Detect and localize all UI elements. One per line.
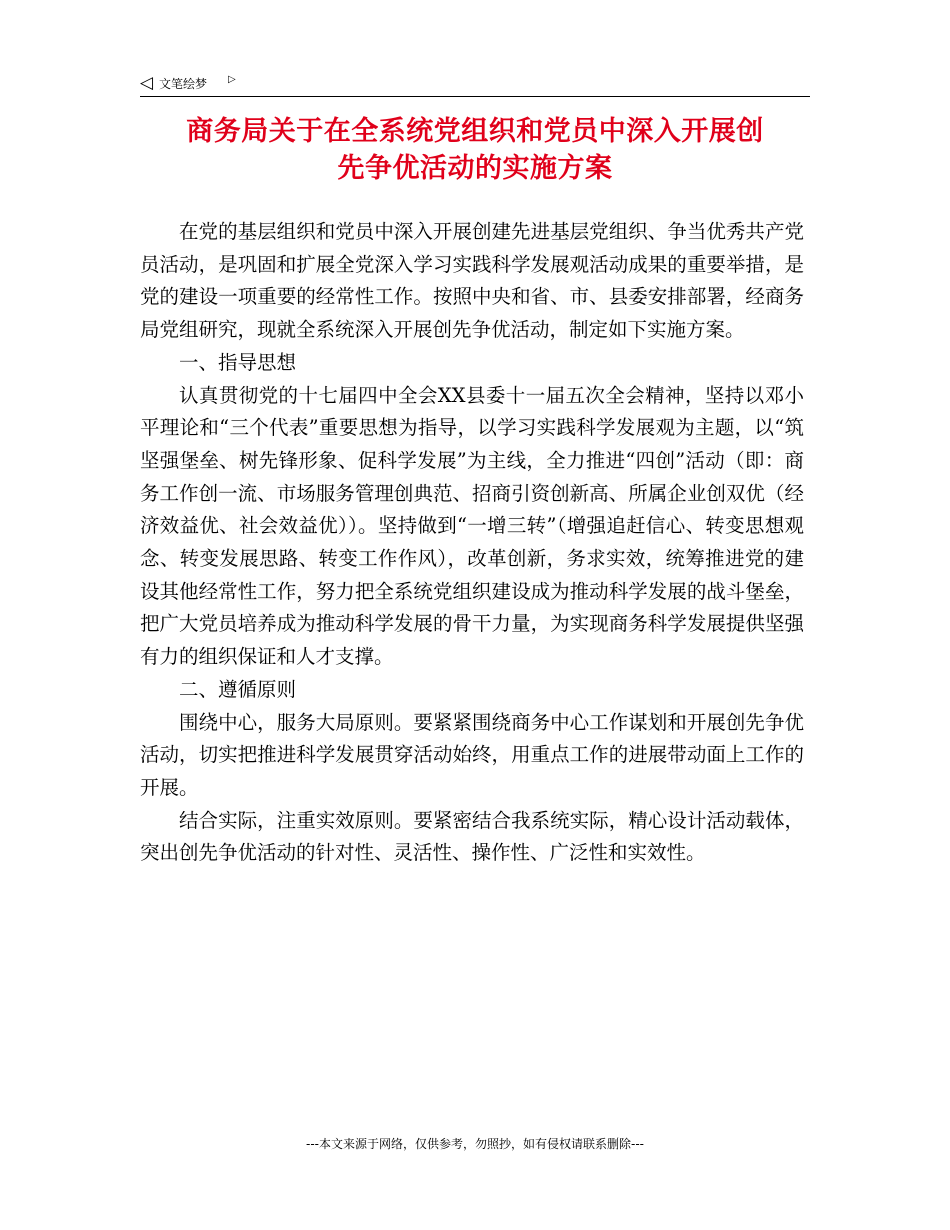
paragraph-intro: 在党的基层组织和党员中深入开展创建先进基层党组织、争当优秀共产党员活动，是巩固和扩展全党深入学习实践科学发展观活动成果的重要举措，是党的建设一项重要的经常性工作。按照中央和省、市、县委安排部署，经商务局党组研究，现就全系统深入开展创先争优活动，制定如下实施方案。 [140,220,804,342]
section-heading-guiding-thought: 一、指导思想 [179,350,297,374]
document-body [140,216,804,870]
page-footer: ---本文来源于网络，仅供参考，勿照抄，如有侵权请联系删除--- [306,1137,644,1151]
section-heading-principles: 二、遵循原则 [179,677,297,701]
triangle-left-icon: ◁ [140,73,154,93]
paragraph-guiding-thought: 认真贯彻党的十七届四中全会XX县委十一届五次全会精神，坚持以邓小平理论和“三个代表”重要思想为指导，以学习实践科学发展观为主题，以“筑坚强堡垒、树先锋形象、促科学发展”为主线，全力推进“四创”活动（即：商务工作创一流、市场服务管理创典范、招商引资创新高、所属企业创双优（经济效益优、社会效益优））。坚持做到“一增三转”（增强追赶信心、转变思想观念、转变发展思路、转变工作作风），改革创新，务求实效，统筹推进党的建设其他经常性工作，努力把全系统党组织建设成为推动科学发展的战斗堡垒，把广大党员培养成为推动科学发展的骨干力量，为实现商务科学发展提供坚强有力的组织保证和人才支撑。 [140,383,804,669]
header-brand: 文笔绘梦 [159,77,208,91]
paragraph-principle-1: 围绕中心，服务大局原则。要紧紧围绕商务中心工作谋划和开展创先争优活动，切实把推进科学发展贯穿活动始终，用重点工作的进展带动面上工作的开展。 [140,710,804,799]
title-line-2: 先争优活动的实施方案 [337,153,613,184]
title-line-1: 商务局关于在全系统党组织和党员中深入开展创 [186,116,764,147]
paragraph-principle-2: 结合实际，注重实效原则。要紧密结合我系统实际，精心设计活动载体，突出创先争优活动的针对性、灵活性、操作性、广泛性和实效性。 [140,808,804,865]
document-title [140,113,810,187]
triangle-right-icon: ▷ [228,74,236,85]
page-header [140,72,810,97]
